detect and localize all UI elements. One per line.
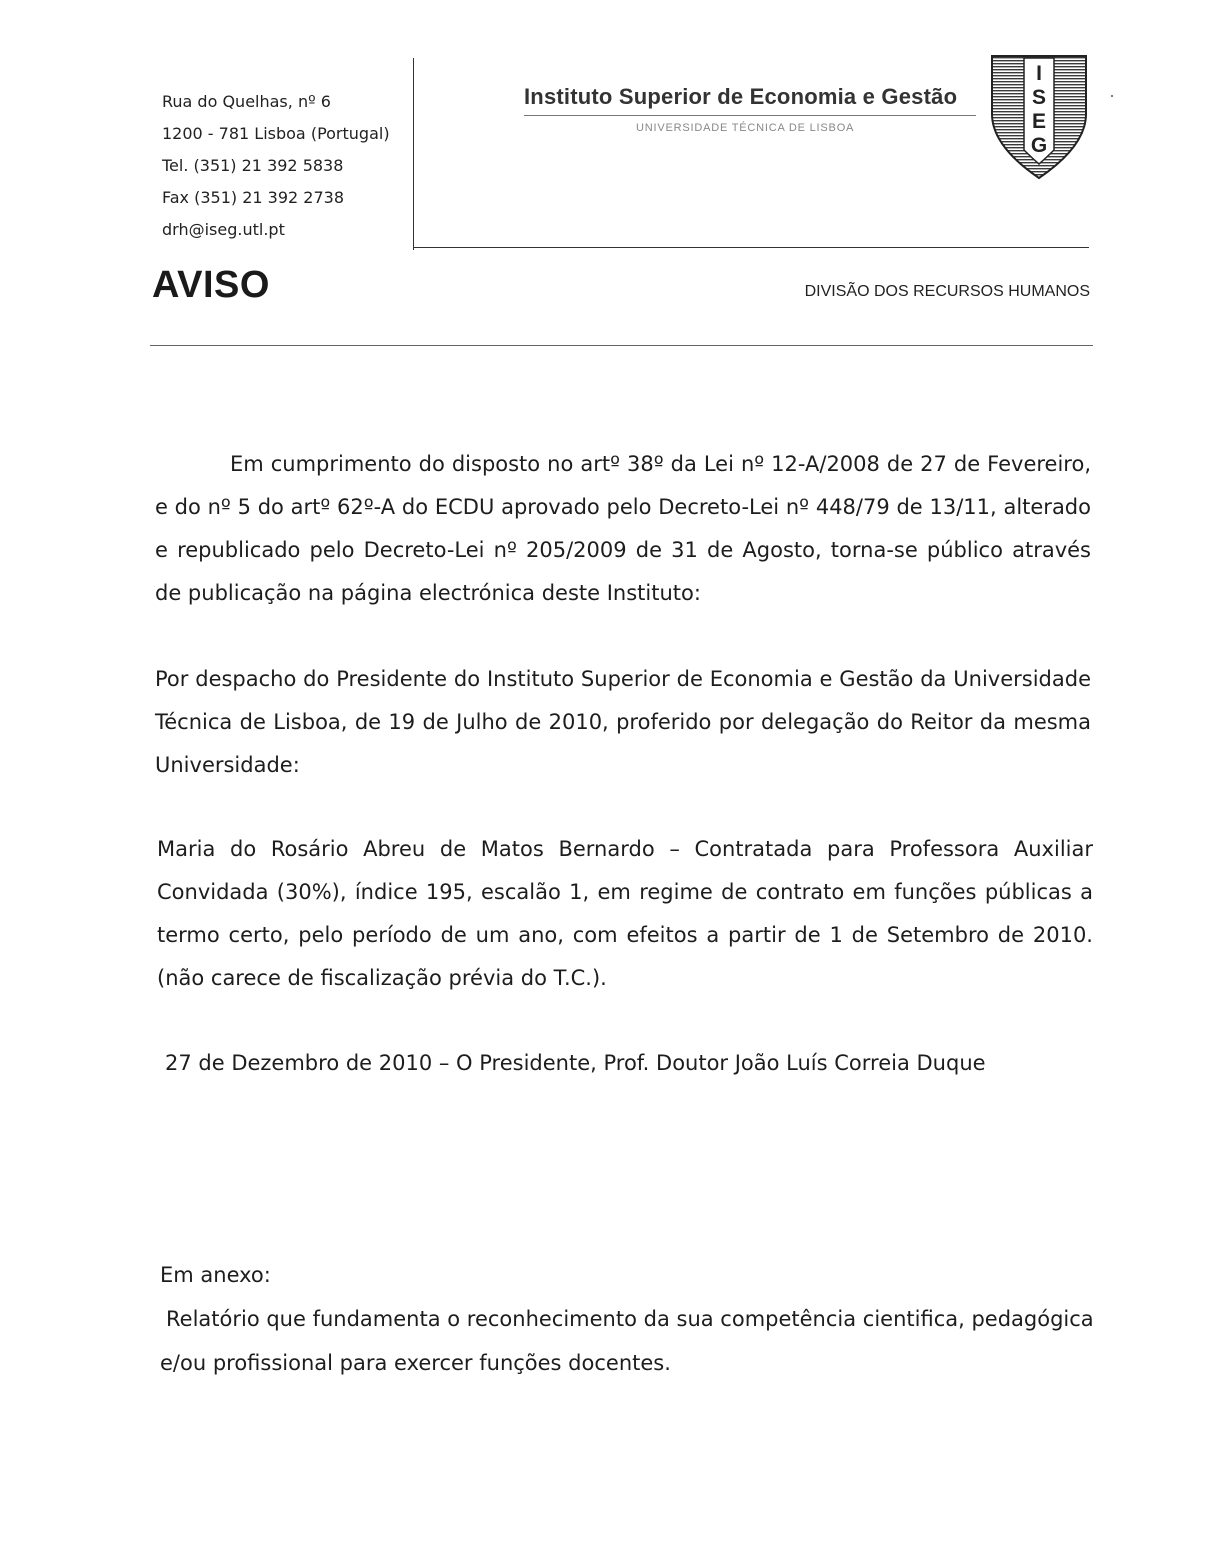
signature-line: 27 de Dezembro de 2010 – O Presidente, Prof. Doutor João Luís Correia Duque: [165, 1051, 986, 1075]
institution-name: Instituto Superior de Economia e Gestão: [524, 84, 958, 109]
address-phone: Tel. (351) 21 392 5838: [162, 156, 344, 175]
logo-letter-e: E: [1031, 110, 1047, 133]
logo-letter-s: S: [1031, 86, 1047, 109]
scan-speck: [1111, 95, 1113, 97]
body-paragraph-dispatch: Por despacho do Presidente do Instituto Superior de Economia e Gestão da Universidade Técnica de Lisboa, de 19 de Julho de 2010, proferido por delegação do Reitor da mesma Universidade:: [155, 667, 1091, 777]
body-paragraph-appointment: Maria do Rosário Abreu de Matos Bernardo – Contratada para Professora Auxiliar Convidada (30%), índice 195, escalão 1, em regime de contrato em funções públicas a termo certo, pelo período de um ano, com efeitos a partir de 1 de Setembro de 2010.(não carece de fiscalização prévia do T.C.).: [157, 837, 1093, 990]
address-block: [162, 86, 412, 246]
address-email: drh@iseg.utl.pt: [162, 220, 285, 239]
division-name: DIVISÃO DOS RECURSOS HUMANOS: [804, 283, 1090, 300]
header-horizontal-divider: [413, 247, 1089, 248]
annex-label: Em anexo:: [160, 1263, 271, 1287]
address-fax: Fax (351) 21 392 2738: [162, 188, 344, 207]
address-city: 1200 - 781 Lisboa (Portugal): [162, 124, 390, 143]
notice-title: AVISO: [152, 264, 270, 306]
institution-subtitle: UNIVERSIDADE TÉCNICA DE LISBOA: [636, 122, 855, 134]
institution-name-underline: [524, 115, 976, 116]
logo-letter-i: I: [1036, 62, 1042, 85]
body-paragraph-legal-basis: Em cumprimento do disposto no artº 38º da Lei nº 12-A/2008 de 27 de Fevereiro, e do nº 5 do artº 62º-A do ECDU aprovado pelo Decreto-Lei nº 448/79 de 13/11, alterado e republicado pelo Decreto-Lei nº 205/2009 de 31 de Agosto, torna-se público através de publicação na página electrónica deste Instituto:: [155, 452, 1091, 605]
address-street: Rua do Quelhas, nº 6: [162, 92, 331, 111]
header-vertical-divider: [413, 58, 414, 250]
iseg-shield-logo-icon: [990, 54, 1088, 180]
title-divider: [150, 345, 1093, 346]
logo-letter-g: G: [1030, 134, 1048, 157]
annex-text: Relatório que fundamenta o reconhecimento da sua competência cientifica, pedagógica e/ou profissional para exercer funções docentes.: [160, 1307, 1094, 1375]
